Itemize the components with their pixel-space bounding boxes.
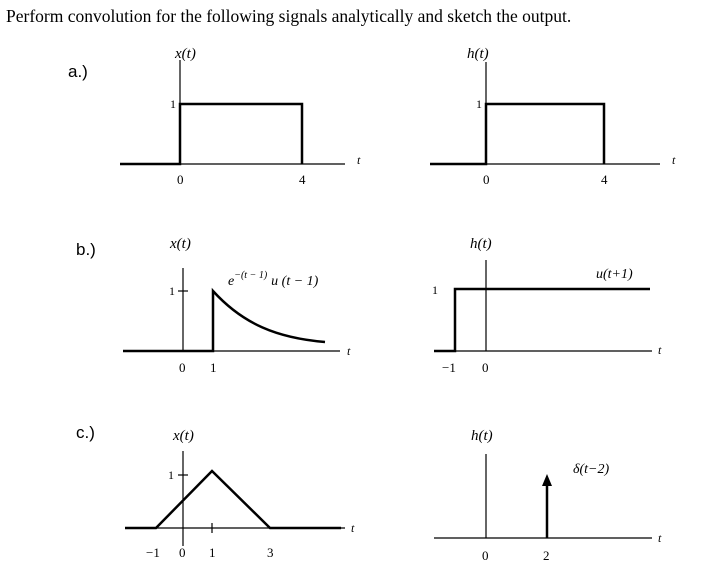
tick-label: 0 xyxy=(482,360,489,375)
triangle-pulse xyxy=(125,471,341,528)
signal-expression: δ(t−2) xyxy=(573,462,610,477)
amplitude-label: 1 xyxy=(476,97,482,111)
part-a-x-plot xyxy=(110,42,360,192)
signal-name: x(t) xyxy=(170,236,191,252)
amplitude-label: 1 xyxy=(432,283,438,297)
part-b-x-plot xyxy=(115,228,365,378)
amplitude-label: 1 xyxy=(169,284,175,298)
tick-label: 2 xyxy=(543,548,550,563)
unit-step xyxy=(434,289,650,351)
part-b-h-plot xyxy=(420,228,680,378)
tick-label: 4 xyxy=(299,172,306,187)
signal-expression: $e^{-(t - 1)}$ u (t − 1) xyxy=(228,270,319,289)
part-a-label: a.) xyxy=(68,62,88,81)
part-c-x-plot xyxy=(115,418,375,568)
axis-label: t xyxy=(357,153,361,167)
tick-label: 3 xyxy=(267,545,274,560)
part-b-label: b.) xyxy=(76,240,96,259)
tick-label: 4 xyxy=(601,172,608,187)
impulse-arrowhead xyxy=(542,474,552,486)
tick-label: −1 xyxy=(146,545,160,560)
tick-label: 0 xyxy=(482,548,489,563)
signal-expression: u(t+1) xyxy=(596,267,633,282)
signal-name: x(t) xyxy=(173,428,194,444)
tick-label: 1 xyxy=(209,545,216,560)
tick-label: 0 xyxy=(179,545,186,560)
rect-pulse xyxy=(120,104,302,164)
signal-name: h(t) xyxy=(467,46,489,62)
problem-statement: Perform convolution for the following signals analytically and sketch the output. xyxy=(6,6,572,26)
signal-name: x(t) xyxy=(175,46,196,62)
axis-label: t xyxy=(672,153,676,167)
signal-name: h(t) xyxy=(471,428,493,444)
rect-pulse xyxy=(430,104,604,164)
part-a-h-plot xyxy=(420,42,680,192)
part-c-h-plot xyxy=(420,418,680,568)
axis-label: t xyxy=(658,343,662,357)
exponential-decay-curve xyxy=(123,291,325,351)
part-c-label: c.) xyxy=(76,423,95,442)
tick-label: −1 xyxy=(442,360,456,375)
signal-name: h(t) xyxy=(470,236,492,252)
axis-label: t xyxy=(351,521,355,535)
tick-label: 0 xyxy=(179,360,186,375)
axis-label: t xyxy=(658,531,662,545)
tick-label: 1 xyxy=(210,360,217,375)
axis-label: t xyxy=(347,344,351,358)
tick-label: 0 xyxy=(177,172,184,187)
amplitude-label: 1 xyxy=(170,97,176,111)
tick-label: 0 xyxy=(483,172,490,187)
amplitude-label: 1 xyxy=(168,468,174,482)
